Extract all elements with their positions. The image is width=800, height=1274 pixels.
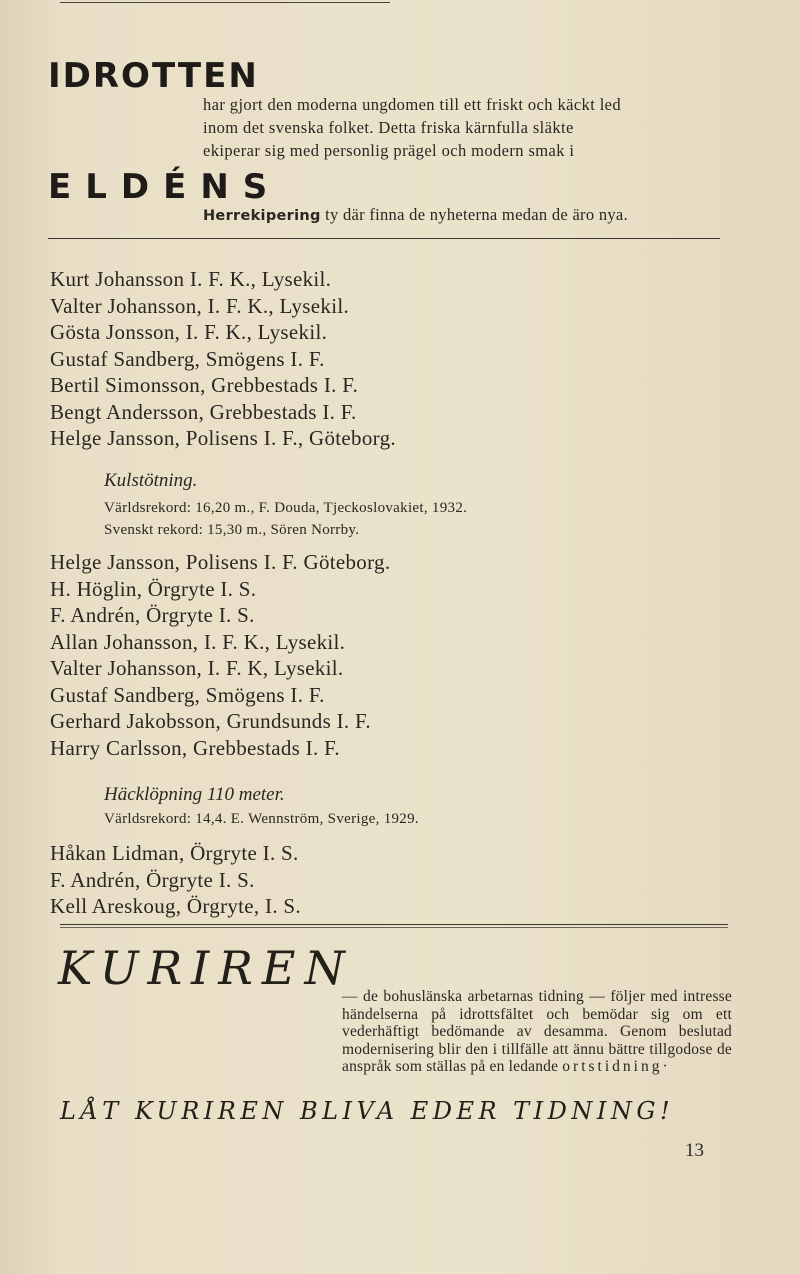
list-item: Allan Johansson, I. F. K., Lysekil. [50,629,346,654]
record-line: Världsrekord: 14,4. E. Wennström, Sverige, 1929. [104,811,419,827]
list-item: Helge Jansson, Polisens I. F. Göteborg. [50,550,391,574]
ad-line: har gjort den moderna ungdomen till ett friskt och käckt led [203,95,622,114]
list-item: Bengt Andersson, Grebbestads I. F. [50,399,357,424]
athlete-list-3 [50,840,301,920]
top-rule [60,2,390,3]
divider [48,238,720,239]
list-item: Kurt Johansson I. F. K., Lysekil. [50,267,332,291]
list-item: Valter Johansson, I. F. K, Lysekil. [50,656,344,680]
ad-brand-rest: ty där finna de nyheterna medan de äro nya. [320,205,628,224]
list-item: Bertil Simonsson, Grebbestads I. F. [50,373,359,397]
kuriren-text-main: — de bohuslänska arbetarnas tidning — följer med intresse händelserna på idrottsfältet och bemödar sig om ett vederhäftigt bedömande av desamma. Genom beslutad modernisering blir den i tillfälle att ännu bättre tillgodose de anspråk som ställas på en ledande [342,988,732,1075]
record-line: Svenskt rekord: 15,30 m., Sören Norrby. [104,522,360,538]
ad-brand-line [203,205,763,225]
event-records [104,497,467,541]
divider [60,927,728,928]
divider [60,924,728,925]
kuriren-logo: KURIREN [58,941,354,995]
event-title: Häcklöpning 110 meter. [104,784,285,805]
ad-brand: ELDÉNS [48,167,282,207]
kuriren-slogan: LÅT KURIREN BLIVA EDER TIDNING! [60,1097,675,1125]
list-item: H. Höglin, Örgryte I. S. [50,576,257,601]
ad-brand-bold: Herrekipering [203,208,321,224]
list-item: Kell Areskoug, Örgryte, I. S. [50,894,301,918]
list-item: Gustaf Sandberg, Smögens I. F. [50,346,325,371]
ad-text [203,93,743,162]
kuriren-text-spaced: ortstidning· [562,1058,671,1075]
list-item: F. Andrén, Örgryte I. S. [50,603,255,627]
list-item: Valter Johansson, I. F. K., Lysekil. [50,293,350,318]
athlete-list-1 [50,266,396,452]
list-item: Gerhard Jakobsson, Grundsunds I. F. [50,709,371,733]
list-item: Håkan Lidman, Örgryte I. S. [50,841,299,865]
event-title: Kulstötning. [104,470,198,491]
list-item: F. Andrén, Örgryte I. S. [50,867,255,892]
record-line: Världsrekord: 16,20 m., F. Douda, Tjeckoslovakiet, 1932. [104,500,468,516]
athlete-list-2 [50,549,390,761]
page-number: 13 [685,1140,704,1161]
ad-line: ekiperar sig med personlig prägel och modern smak i [203,141,575,160]
list-item: Harry Carlsson, Grebbestads I. F. [50,735,340,760]
list-item: Gustaf Sandberg, Smögens I. F. [50,682,325,707]
event-records [104,808,419,830]
list-item: Gösta Jonsson, I. F. K., Lysekil. [50,320,328,344]
list-item: Helge Jansson, Polisens I. F., Göteborg. [50,426,396,450]
kuriren-text [342,988,732,1076]
ad-title: IDROTTEN [48,56,259,96]
ad-line: inom det svenska folket. Detta friska kärnfulla släkte [203,118,574,137]
